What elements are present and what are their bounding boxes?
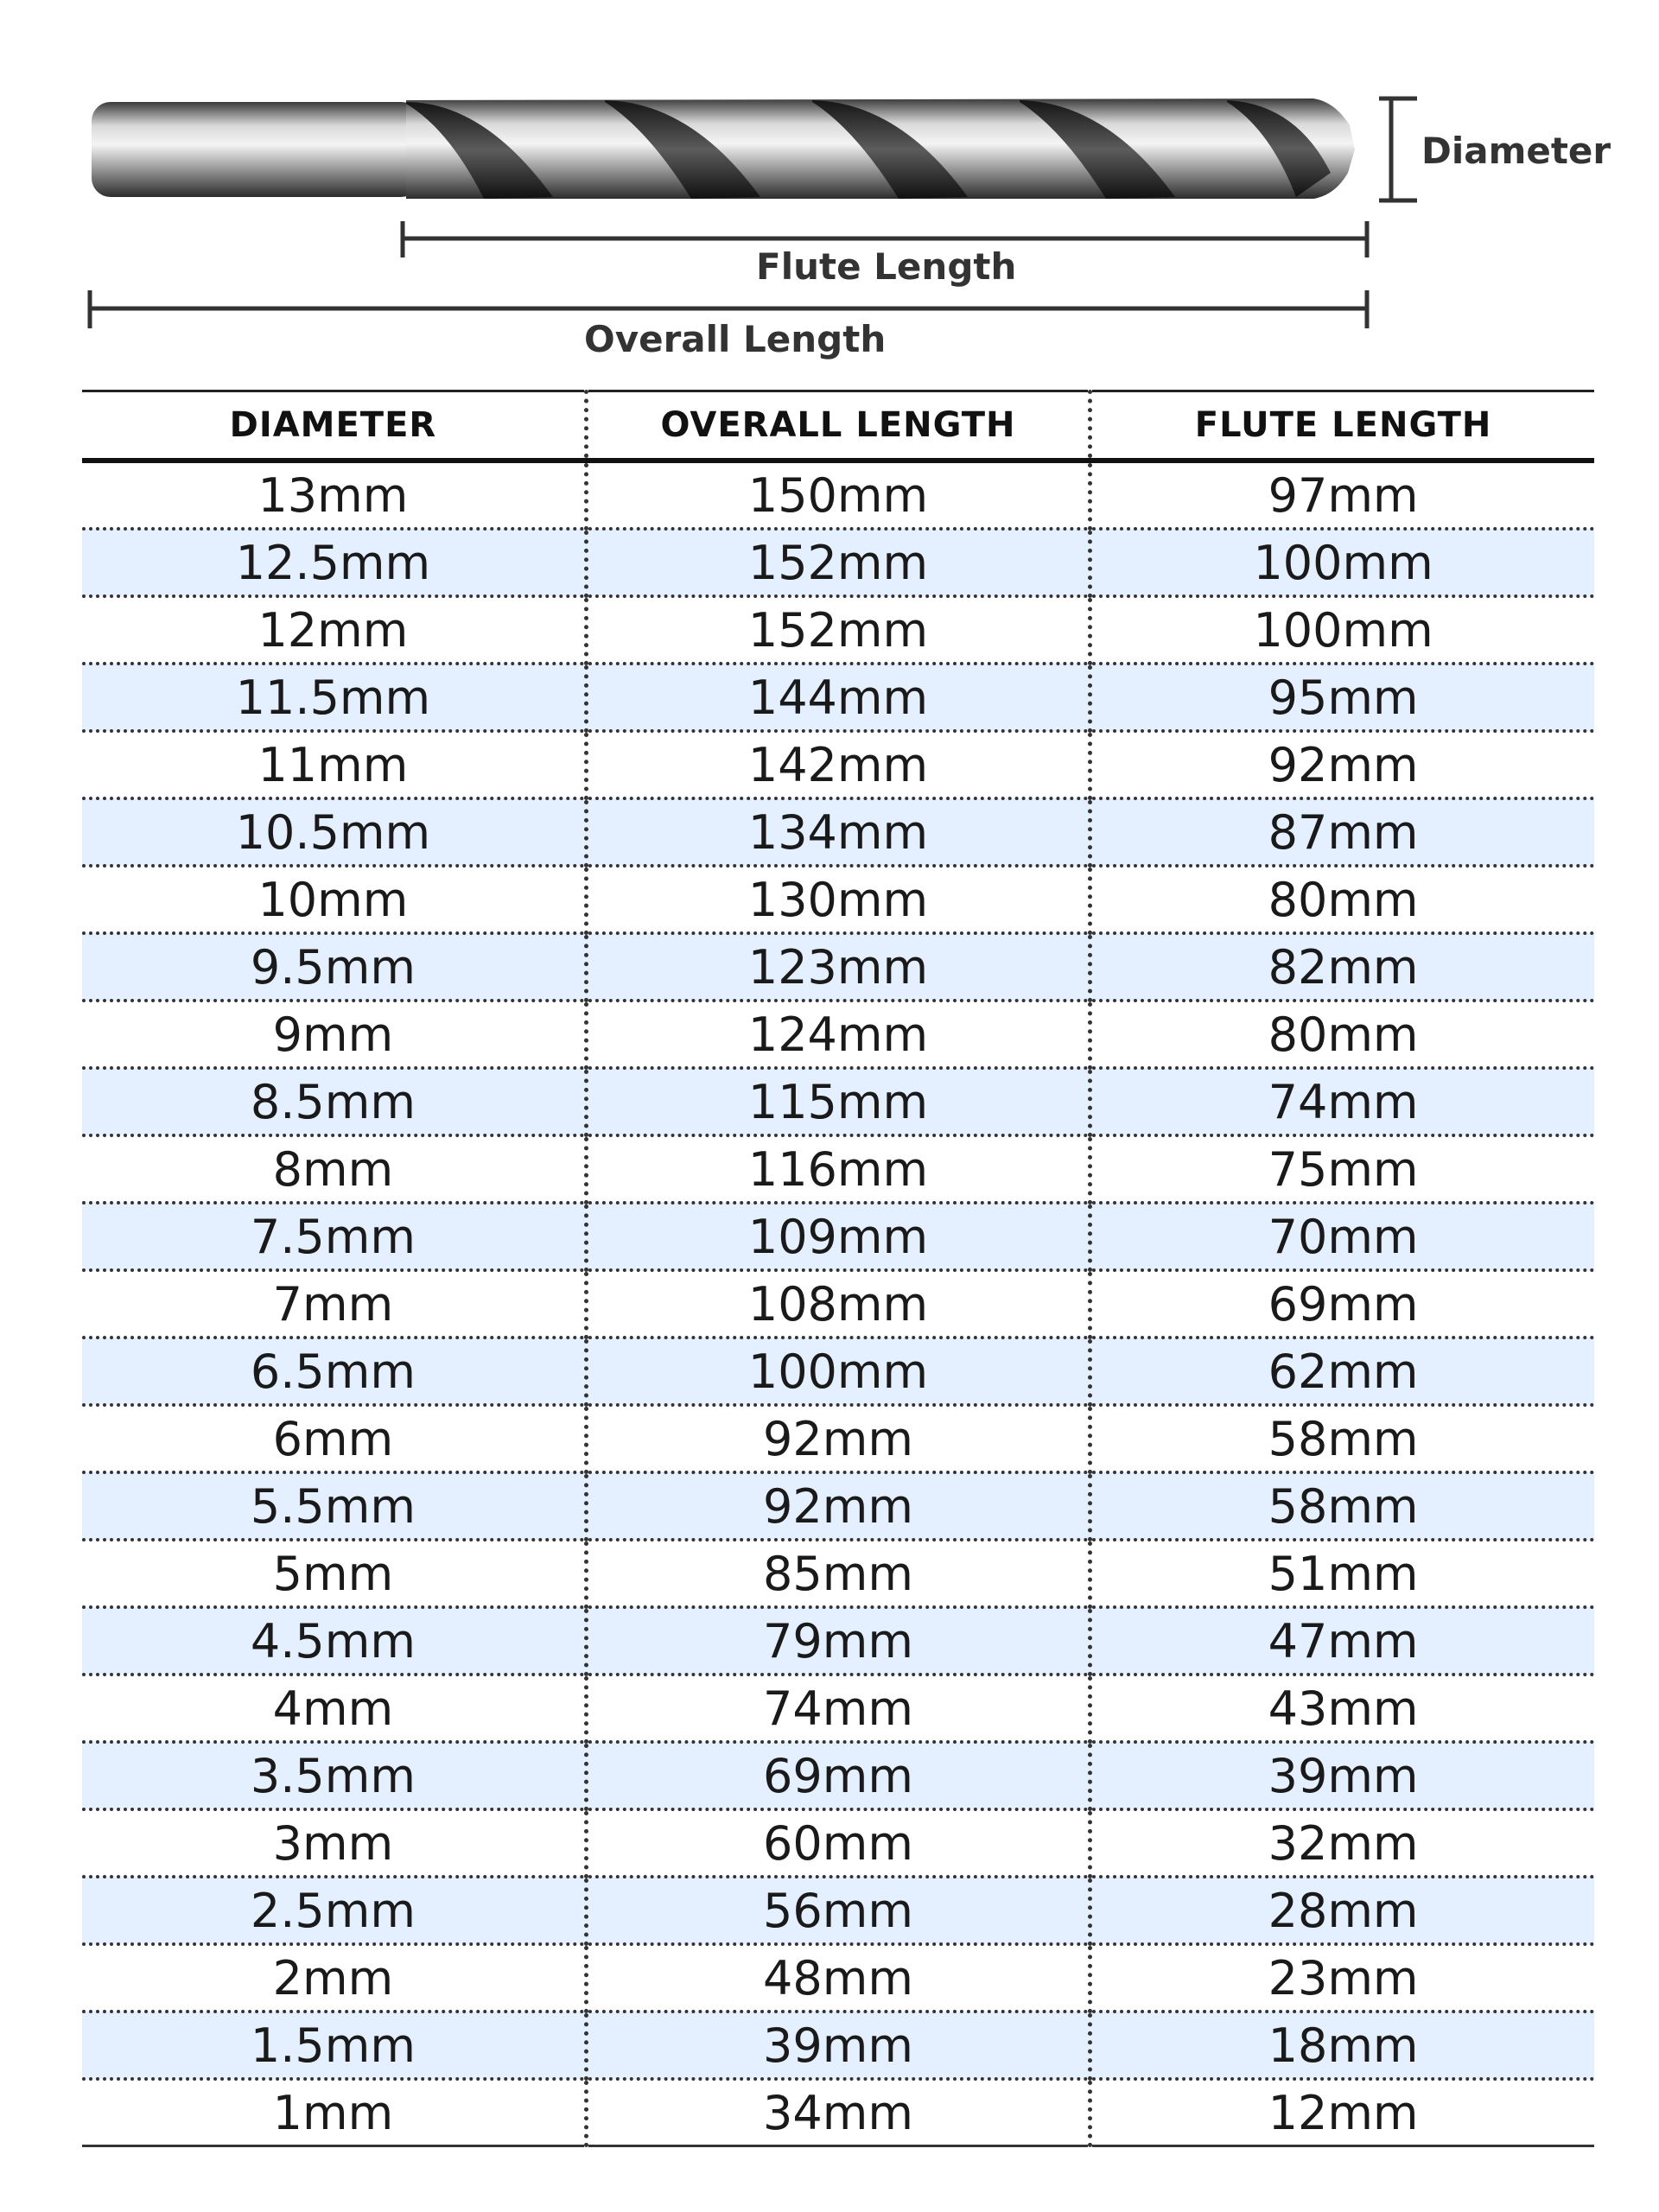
cell-flute-length: 43mm <box>1090 1675 1594 1742</box>
table-row <box>82 798 1594 866</box>
cell-flute-length: 74mm <box>1090 1068 1594 1135</box>
cell-overall-length: 142mm <box>586 731 1090 798</box>
cell-diameter: 9mm <box>82 1001 586 1068</box>
cell-overall-length: 69mm <box>586 1742 1090 1809</box>
cell-overall-length: 152mm <box>586 529 1090 596</box>
table-row <box>82 664 1594 731</box>
cell-diameter: 11mm <box>82 731 586 798</box>
table-row <box>82 1001 1594 1068</box>
cell-flute-length: 75mm <box>1090 1135 1594 1203</box>
cell-overall-length: 92mm <box>586 1405 1090 1472</box>
table-row <box>82 1068 1594 1135</box>
cell-diameter: 1mm <box>82 2079 586 2146</box>
cell-flute-length: 80mm <box>1090 1001 1594 1068</box>
cell-flute-length: 39mm <box>1090 1742 1594 1809</box>
cell-overall-length: 92mm <box>586 1472 1090 1540</box>
table-row <box>82 1135 1594 1203</box>
cell-flute-length: 12mm <box>1090 2079 1594 2146</box>
table-row <box>82 933 1594 1001</box>
cell-diameter: 4mm <box>82 1675 586 1742</box>
cell-overall-length: 130mm <box>586 866 1090 933</box>
cell-flute-length: 100mm <box>1090 529 1594 596</box>
cell-flute-length: 100mm <box>1090 596 1594 664</box>
table-row <box>82 461 1594 529</box>
cell-overall-length: 85mm <box>586 1540 1090 1607</box>
cell-flute-length: 47mm <box>1090 1607 1594 1675</box>
table-row <box>82 1877 1594 1944</box>
cell-overall-length: 79mm <box>586 1607 1090 1675</box>
cell-diameter: 6.5mm <box>82 1338 586 1405</box>
cell-flute-length: 97mm <box>1090 461 1594 529</box>
cell-overall-length: 116mm <box>586 1135 1090 1203</box>
cell-overall-length: 150mm <box>586 461 1090 529</box>
drill-size-table <box>82 390 1594 2147</box>
header-diameter: DIAMETER <box>82 391 586 461</box>
table-row <box>82 2012 1594 2079</box>
cell-flute-length: 82mm <box>1090 933 1594 1001</box>
cell-diameter: 10.5mm <box>82 798 586 866</box>
table-row <box>82 1540 1594 1607</box>
cell-flute-length: 87mm <box>1090 798 1594 866</box>
cell-diameter: 12.5mm <box>82 529 586 596</box>
cell-diameter: 3.5mm <box>82 1742 586 1809</box>
cell-overall-length: 100mm <box>586 1338 1090 1405</box>
cell-flute-length: 62mm <box>1090 1338 1594 1405</box>
cell-diameter: 4.5mm <box>82 1607 586 1675</box>
cell-diameter: 2.5mm <box>82 1877 586 1944</box>
cell-flute-length: 58mm <box>1090 1472 1594 1540</box>
cell-flute-length: 28mm <box>1090 1877 1594 1944</box>
cell-diameter: 8.5mm <box>82 1068 586 1135</box>
cell-flute-length: 51mm <box>1090 1540 1594 1607</box>
table-row <box>82 1809 1594 1877</box>
cell-diameter: 3mm <box>82 1809 586 1877</box>
cell-overall-length: 109mm <box>586 1203 1090 1270</box>
cell-diameter: 8mm <box>82 1135 586 1203</box>
cell-diameter: 11.5mm <box>82 664 586 731</box>
cell-overall-length: 56mm <box>586 1877 1090 1944</box>
cell-overall-length: 124mm <box>586 1001 1090 1068</box>
table-row <box>82 1405 1594 1472</box>
cell-flute-length: 58mm <box>1090 1405 1594 1472</box>
header-flute-length: FLUTE LENGTH <box>1090 391 1594 461</box>
table-row <box>82 2079 1594 2146</box>
table-row <box>82 1270 1594 1338</box>
cell-flute-length: 92mm <box>1090 731 1594 798</box>
cell-diameter: 7mm <box>82 1270 586 1338</box>
cell-diameter: 13mm <box>82 461 586 529</box>
cell-diameter: 10mm <box>82 866 586 933</box>
table-row <box>82 1675 1594 1742</box>
table-row <box>82 1944 1594 2012</box>
cell-flute-length: 80mm <box>1090 866 1594 933</box>
table-row <box>82 1203 1594 1270</box>
overall-length-label: Overall Length <box>584 318 887 360</box>
cell-overall-length: 60mm <box>586 1809 1090 1877</box>
cell-overall-length: 74mm <box>586 1675 1090 1742</box>
cell-overall-length: 34mm <box>586 2079 1090 2146</box>
table-row <box>82 1338 1594 1405</box>
cell-flute-length: 23mm <box>1090 1944 1594 2012</box>
cell-overall-length: 108mm <box>586 1270 1090 1338</box>
table-row <box>82 866 1594 933</box>
cell-flute-length: 70mm <box>1090 1203 1594 1270</box>
cell-flute-length: 69mm <box>1090 1270 1594 1338</box>
cell-diameter: 5.5mm <box>82 1472 586 1540</box>
cell-diameter: 12mm <box>82 596 586 664</box>
cell-overall-length: 152mm <box>586 596 1090 664</box>
cell-overall-length: 48mm <box>586 1944 1090 2012</box>
cell-overall-length: 144mm <box>586 664 1090 731</box>
flute-length-label: Flute Length <box>756 245 1017 288</box>
cell-flute-length: 95mm <box>1090 664 1594 731</box>
cell-diameter: 7.5mm <box>82 1203 586 1270</box>
diameter-label: Diameter <box>1421 130 1611 172</box>
cell-diameter: 6mm <box>82 1405 586 1472</box>
table-row <box>82 1472 1594 1540</box>
cell-overall-length: 39mm <box>586 2012 1090 2079</box>
cell-diameter: 2mm <box>82 1944 586 2012</box>
table-row <box>82 1742 1594 1809</box>
table-header-row <box>82 391 1594 461</box>
cell-overall-length: 115mm <box>586 1068 1090 1135</box>
cell-flute-length: 18mm <box>1090 2012 1594 2079</box>
cell-diameter: 1.5mm <box>82 2012 586 2079</box>
table-body <box>82 461 1594 2146</box>
cell-diameter: 5mm <box>82 1540 586 1607</box>
table-row <box>82 731 1594 798</box>
table-row <box>82 529 1594 596</box>
cell-flute-length: 32mm <box>1090 1809 1594 1877</box>
cell-overall-length: 123mm <box>586 933 1090 1001</box>
drill-bit-diagram <box>0 0 1659 380</box>
table-row <box>82 596 1594 664</box>
table-row <box>82 1607 1594 1675</box>
cell-overall-length: 134mm <box>586 798 1090 866</box>
cell-diameter: 9.5mm <box>82 933 586 1001</box>
header-overall-length: OVERALL LENGTH <box>586 391 1090 461</box>
